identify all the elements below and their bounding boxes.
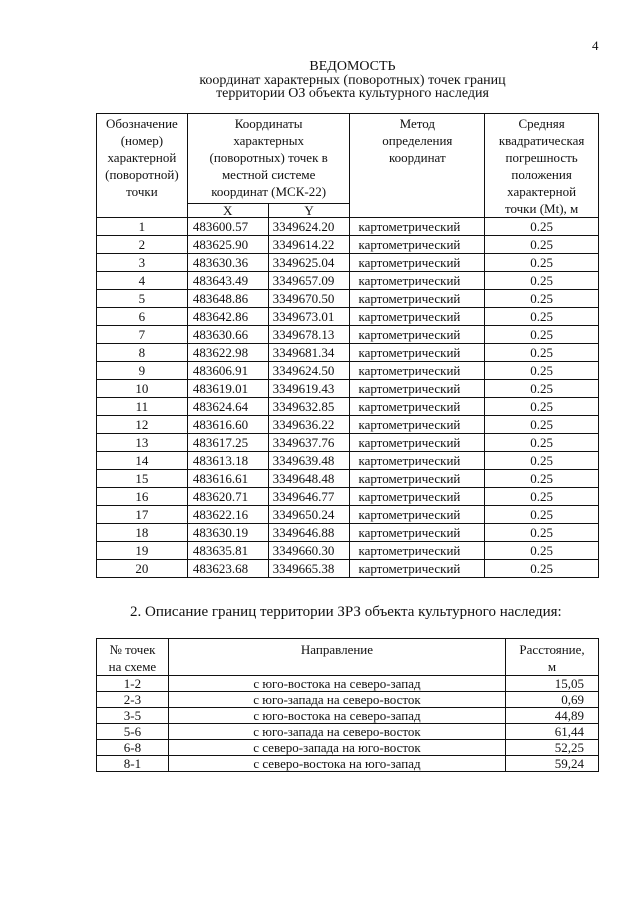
cell-segment: 5-6: [97, 724, 169, 740]
cell-y: 3349648.48: [268, 470, 350, 488]
cell-point-number: 3: [97, 254, 188, 272]
cell-error: 0.25: [485, 416, 599, 434]
table-row: [97, 344, 599, 362]
cell-error: 0.25: [485, 362, 599, 380]
cell-error: 0.25: [485, 236, 599, 254]
cell-distance: 0,69: [506, 692, 599, 708]
table-row: [97, 560, 599, 578]
coordinates-table: [96, 113, 599, 578]
header-y: Y: [268, 203, 350, 217]
header-x: X: [187, 203, 268, 217]
table-row: [97, 676, 599, 692]
cell-y: 3349650.24: [268, 506, 350, 524]
table-row: [97, 692, 599, 708]
cell-error: 0.25: [485, 254, 599, 272]
cell-segment: 6-8: [97, 740, 169, 756]
cell-error: 0.25: [485, 398, 599, 416]
cell-point-number: 15: [97, 470, 188, 488]
cell-distance: 59,24: [506, 756, 599, 772]
cell-point-number: 14: [97, 452, 188, 470]
cell-point-number: 18: [97, 524, 188, 542]
cell-y: 3349665.38: [268, 560, 350, 578]
header-distance: Расстояние, м: [506, 639, 599, 676]
table-row: [97, 434, 599, 452]
table-row: [97, 470, 599, 488]
cell-point-number: 19: [97, 542, 188, 560]
table-row: [97, 452, 599, 470]
cell-point-number: 7: [97, 326, 188, 344]
cell-method: картометрический: [350, 452, 485, 470]
cell-point-number: 4: [97, 272, 188, 290]
cell-y: 3349660.30: [268, 542, 350, 560]
cell-distance: 44,89: [506, 708, 599, 724]
cell-method: картометрический: [350, 236, 485, 254]
cell-point-number: 11: [97, 398, 188, 416]
cell-method: картометрический: [350, 362, 485, 380]
cell-x: 483630.36: [187, 254, 268, 272]
header-direction: Направление: [168, 639, 505, 676]
table-row: [97, 254, 599, 272]
cell-point-number: 10: [97, 380, 188, 398]
header-coordinates: Координаты характерных (поворотных) точек в местной системе координат (МСК-22): [187, 114, 350, 204]
cell-error: 0.25: [485, 290, 599, 308]
cell-y: 3349632.85: [268, 398, 350, 416]
cell-point-number: 8: [97, 344, 188, 362]
cell-error: 0.25: [485, 524, 599, 542]
document-subtitle-line-2: территории ОЗ объекта культурного наследия: [216, 86, 489, 101]
header-segment: № точек на схеме: [97, 639, 169, 676]
cell-error: 0.25: [485, 308, 599, 326]
cell-x: 483648.86: [187, 290, 268, 308]
table-row: [97, 218, 599, 236]
cell-method: картометрический: [350, 326, 485, 344]
cell-method: картометрический: [350, 254, 485, 272]
cell-method: картометрический: [350, 380, 485, 398]
cell-y: 3349624.20: [268, 218, 350, 236]
cell-point-number: 13: [97, 434, 188, 452]
cell-x: 483620.71: [187, 488, 268, 506]
cell-y: 3349646.88: [268, 524, 350, 542]
cell-distance: 61,44: [506, 724, 599, 740]
table-row: [97, 542, 599, 560]
cell-x: 483613.18: [187, 452, 268, 470]
cell-segment: 2-3: [97, 692, 169, 708]
cell-method: картометрический: [350, 398, 485, 416]
cell-point-number: 20: [97, 560, 188, 578]
cell-direction: с северо-запада на юго-восток: [168, 740, 505, 756]
cell-x: 483635.81: [187, 542, 268, 560]
cell-y: 3349625.04: [268, 254, 350, 272]
cell-y: 3349639.48: [268, 452, 350, 470]
cell-x: 483617.25: [187, 434, 268, 452]
header-method: Метод определения координат: [350, 114, 485, 218]
cell-distance: 52,25: [506, 740, 599, 756]
cell-error: 0.25: [485, 326, 599, 344]
cell-y: 3349619.43: [268, 380, 350, 398]
cell-y: 3349614.22: [268, 236, 350, 254]
table-row: [97, 272, 599, 290]
table-row: [97, 290, 599, 308]
cell-error: 0.25: [485, 470, 599, 488]
table-row: [97, 380, 599, 398]
cell-y: 3349637.76: [268, 434, 350, 452]
section-2-title: 2. Описание границ территории ЗРЗ объекта культурного наследия:: [130, 604, 562, 620]
cell-method: картометрический: [350, 290, 485, 308]
cell-method: картометрический: [350, 308, 485, 326]
table-row: [97, 326, 599, 344]
cell-point-number: 2: [97, 236, 188, 254]
table-row: [97, 236, 599, 254]
cell-method: картометрический: [350, 542, 485, 560]
cell-method: картометрический: [350, 218, 485, 236]
cell-segment: 1-2: [97, 676, 169, 692]
cell-error: 0.25: [485, 434, 599, 452]
cell-method: картометрический: [350, 416, 485, 434]
page-number: 4: [592, 38, 599, 53]
cell-x: 483616.61: [187, 470, 268, 488]
cell-direction: с северо-востока на юго-запад: [168, 756, 505, 772]
cell-direction: с юго-запада на северо-восток: [168, 692, 505, 708]
cell-direction: с юго-востока на северо-запад: [168, 676, 505, 692]
cell-method: картометрический: [350, 506, 485, 524]
cell-x: 483643.49: [187, 272, 268, 290]
cell-x: 483616.60: [187, 416, 268, 434]
cell-x: 483600.57: [187, 218, 268, 236]
cell-y: 3349636.22: [268, 416, 350, 434]
table-row: [97, 506, 599, 524]
cell-point-number: 5: [97, 290, 188, 308]
header-designation: Обозначение (номер) характерной (поворотной) точки: [97, 114, 188, 218]
cell-method: картометрический: [350, 524, 485, 542]
cell-y: 3349681.34: [268, 344, 350, 362]
cell-segment: 8-1: [97, 756, 169, 772]
table-row: [97, 708, 599, 724]
cell-method: картометрический: [350, 560, 485, 578]
cell-method: картометрический: [350, 272, 485, 290]
cell-x: 483622.16: [187, 506, 268, 524]
cell-x: 483630.66: [187, 326, 268, 344]
table-row: [97, 524, 599, 542]
cell-x: 483619.01: [187, 380, 268, 398]
cell-error: 0.25: [485, 218, 599, 236]
cell-error: 0.25: [485, 560, 599, 578]
cell-method: картометрический: [350, 488, 485, 506]
cell-method: картометрический: [350, 470, 485, 488]
cell-error: 0.25: [485, 542, 599, 560]
table-row: [97, 362, 599, 380]
document-title: ВЕДОМОСТЬ: [309, 59, 396, 74]
cell-error: 0.25: [485, 272, 599, 290]
table-row: [97, 416, 599, 434]
cell-point-number: 1: [97, 218, 188, 236]
table-row: [97, 724, 599, 740]
cell-direction: с юго-запада на северо-восток: [168, 724, 505, 740]
cell-x: 483625.90: [187, 236, 268, 254]
cell-y: 3349646.77: [268, 488, 350, 506]
cell-y: 3349673.01: [268, 308, 350, 326]
table-row: [97, 488, 599, 506]
cell-y: 3349624.50: [268, 362, 350, 380]
cell-x: 483623.68: [187, 560, 268, 578]
cell-x: 483630.19: [187, 524, 268, 542]
cell-point-number: 17: [97, 506, 188, 524]
cell-error: 0.25: [485, 380, 599, 398]
cell-error: 0.25: [485, 344, 599, 362]
cell-method: картометрический: [350, 434, 485, 452]
cell-point-number: 6: [97, 308, 188, 326]
cell-point-number: 12: [97, 416, 188, 434]
table-row: [97, 308, 599, 326]
cell-point-number: 9: [97, 362, 188, 380]
cell-error: 0.25: [485, 452, 599, 470]
header-error: Средняя квадратическая погрешность положения характерной точки (Mt), м: [485, 114, 599, 218]
cell-x: 483622.98: [187, 344, 268, 362]
cell-error: 0.25: [485, 506, 599, 524]
cell-y: 3349670.50: [268, 290, 350, 308]
cell-error: 0.25: [485, 488, 599, 506]
document-subtitle-line-1: координат характерных (поворотных) точек границ: [199, 73, 506, 88]
table-row: [97, 740, 599, 756]
boundary-description-table: [96, 638, 599, 772]
table-row: [97, 398, 599, 416]
cell-x: 483606.91: [187, 362, 268, 380]
cell-segment: 3-5: [97, 708, 169, 724]
cell-y: 3349657.09: [268, 272, 350, 290]
cell-direction: с юго-востока на северо-запад: [168, 708, 505, 724]
cell-method: картометрический: [350, 344, 485, 362]
cell-point-number: 16: [97, 488, 188, 506]
table-row: [97, 756, 599, 772]
cell-distance: 15,05: [506, 676, 599, 692]
cell-x: 483624.64: [187, 398, 268, 416]
cell-y: 3349678.13: [268, 326, 350, 344]
cell-x: 483642.86: [187, 308, 268, 326]
